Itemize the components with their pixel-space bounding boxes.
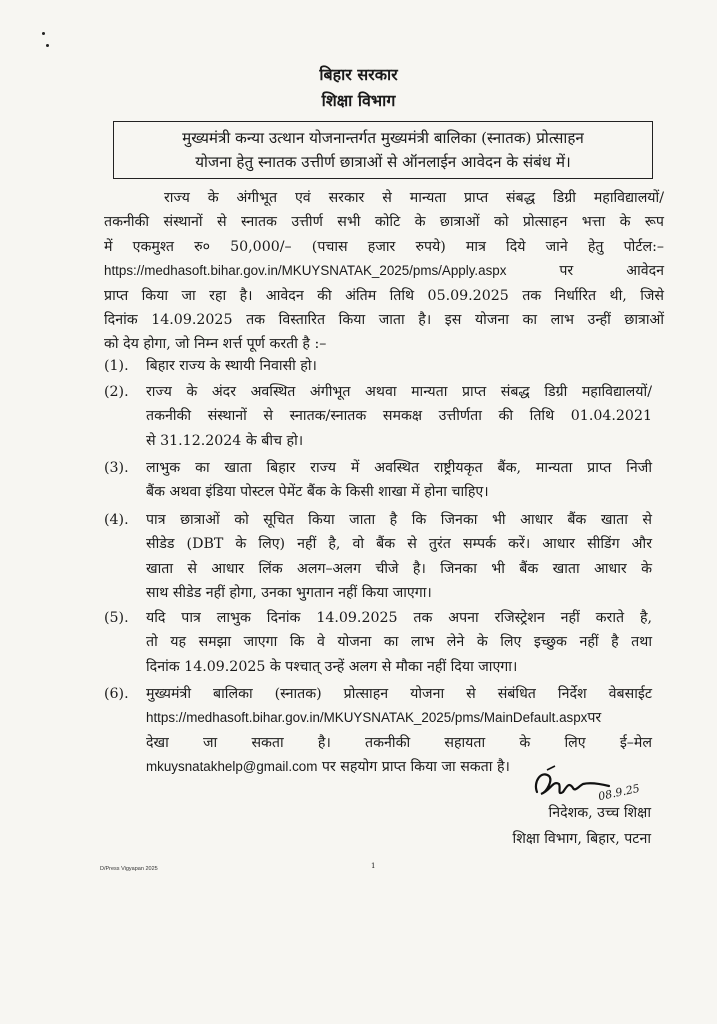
subject-line-2: योजना हेतु स्नातक उत्तीर्ण छात्राओं से ऑनलाईन आवेदन के संबंध में।: [195, 153, 571, 171]
condition-line: लाभुक का खाता बिहार राज्य में अवस्थित राष्ट्रीयकृत बैंक, मान्यता प्राप्त निजी: [146, 460, 652, 476]
page-number: 1: [371, 862, 376, 870]
scan-speck: [42, 32, 45, 35]
letterhead: [0, 62, 717, 114]
condition-line: तो यह समझा जाएगा कि वे योजना का लाभ लेने के लिए इच्छुक नहीं है तथा: [146, 634, 652, 651]
condition-line: पात्र छात्राओं को सूचित किया जाता है कि जिनका भी आधार बैंक खाता से: [146, 512, 652, 528]
condition-line: बैंक अथवा इंडिया पोस्टल पेमेंट बैंक के किसी शाखा में होना चाहिए।: [146, 484, 489, 501]
signature-date: 08.9.25: [597, 781, 641, 804]
condition-3: [146, 456, 652, 505]
condition-line: दिनांक 14.09.2025 के पश्चात् उन्हें अलग से मौका नहीं दिया जाएगा।: [146, 658, 518, 675]
intro-line-url-rest: पर आवेदन: [506, 263, 664, 280]
subject-box: [113, 121, 653, 179]
department-title: शिक्षा विभाग: [321, 91, 396, 110]
condition-line: साथ सीडेड नहीं होगा, उनका भुगतान नहीं किया जाएगा।: [146, 585, 432, 602]
helpdesk-email: mkuysnatakhelp@gmail.com: [146, 759, 318, 775]
government-title: बिहार सरकार: [319, 65, 398, 84]
condition-4: [146, 508, 652, 606]
condition-1: [146, 354, 652, 378]
signatory-designation: निदेशक, उच्च शिक्षा: [548, 805, 651, 821]
condition-line: तकनीकी संस्थानों से स्नातक/स्नातक समकक्ष उत्तीर्णता की तिथि 01.04.2021: [146, 408, 652, 425]
condition-number: (5).: [104, 610, 129, 626]
condition-number: (2).: [104, 384, 129, 400]
file-reference: D/Press Vigyapan 2025: [100, 866, 158, 872]
intro-line: तकनीकी संस्थानों से स्नातक उत्तीर्ण सभी कोटि के छात्राओं को प्रोत्साहन भत्ता के रूप: [104, 214, 664, 231]
intro-paragraph: [104, 186, 664, 357]
signatory-office: शिक्षा विभाग, बिहार, पटना: [512, 831, 651, 847]
condition-line: से 31.12.2024 के बीच हो।: [146, 432, 304, 449]
condition-line: यदि पात्र लाभुक दिनांक 14.09.2025 तक अपना रजिस्ट्रेशन नहीं कराते है,: [146, 610, 652, 626]
scan-speck: [46, 44, 49, 47]
intro-line-url: [104, 259, 664, 283]
condition-number: (6).: [104, 686, 129, 702]
intro-line: दिनांक 14.09.2025 तक विस्तारित किया जाता है। इस योजना का लाभ उन्हीं छात्राओं: [104, 312, 664, 329]
condition-line: राज्य के अंदर अवस्थित अंगीभूत अथवा मान्यता प्राप्त संबद्ध डिग्री महाविद्यालयों/: [146, 384, 652, 400]
condition-line: मुख्यमंत्री बालिका (स्नातक) प्रोत्साहन योजना से संबंधित निर्देश वेबसाईट: [146, 686, 652, 702]
condition-line-url: [146, 706, 652, 730]
condition-line: बिहार राज्य के स्थायी निवासी हो।: [146, 358, 317, 374]
signatory-block: [513, 800, 651, 852]
main-website-url: https://medhasoft.bihar.gov.in/MKUYSNATAK_2025/pms/MainDefault.aspx: [146, 710, 588, 726]
intro-line: प्राप्त किया जा रहा है। आवेदन की अंतिम तिथि 05.09.2025 तक निर्धारित थी, जिसे: [104, 287, 664, 304]
intro-line: में एकमुश्त रु० 50,000/– (पचास हजार रुपये) मात्र दिये जाने हेतु पोर्टल:–: [104, 238, 664, 255]
email-suffix: पर सहयोग प्राप्त किया जा सकता है।: [317, 759, 510, 776]
condition-number: (3).: [104, 460, 129, 476]
condition-line: देखा जा सकता है। तकनीकी सहायता के लिए ई–मेल: [146, 734, 652, 751]
subject-line-1: मुख्यमंत्री कन्या उत्थान योजनान्तर्गत मुख्यमंत्री बालिका (स्नातक) प्रोत्साहन: [182, 129, 584, 147]
condition-number: (4).: [104, 512, 129, 528]
condition-number: (1).: [104, 358, 129, 374]
condition-2: [146, 380, 652, 453]
url-suffix: पर: [587, 710, 602, 727]
intro-line: राज्य के अंगीभूत एवं सरकार से मान्यता प्राप्त संबद्ध डिग्री महाविद्यालयों/: [164, 190, 664, 206]
condition-line: खाता से आधार लिंक अलग–अलग चीजे है। जिनका भी बैंक खाता आधार के: [146, 560, 652, 577]
intro-line: को देय होगा, जो निम्न शर्त्त पूर्ण करती है :–: [104, 336, 327, 353]
condition-5: [146, 606, 652, 679]
condition-line: सीडेड (DBT के लिए) नहीं है, वो बैंक से तुरंत सम्पर्क करें। आधार सीडिंग और: [146, 536, 652, 553]
apply-portal-url: https://medhasoft.bihar.gov.in/MKUYSNATAK_2025/pms/Apply.aspx: [104, 263, 507, 279]
